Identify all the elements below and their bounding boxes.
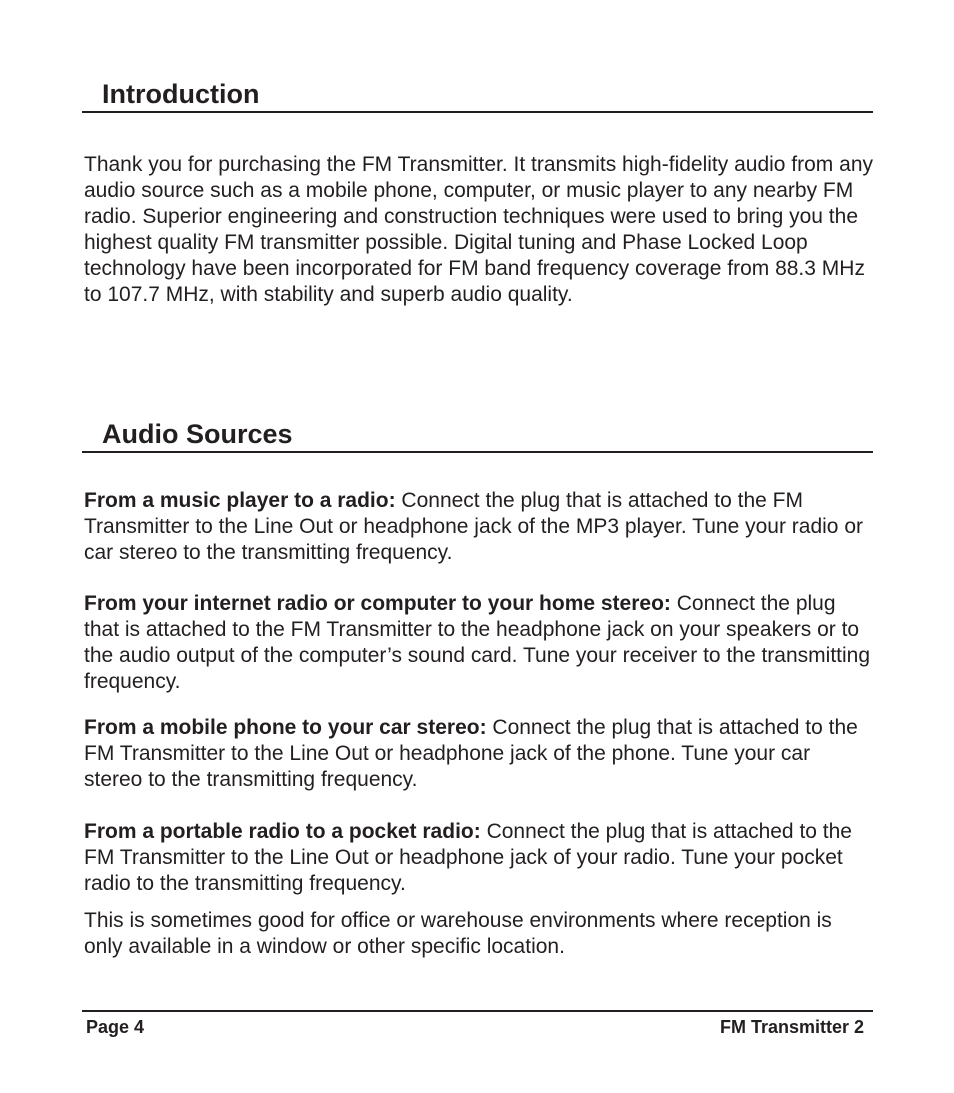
audio-source-item bbox=[84, 488, 874, 566]
audio-source-text: Connect the plug that is attached to the FM Transmitter to the Line Out or headphone jack of your radio. Tune your pocket radio to the transmitting frequency. bbox=[84, 820, 852, 895]
audio-source-label: From your internet radio or computer to your home stereo: bbox=[84, 592, 671, 615]
audio-source-text: Connect the plug that is attached to the FM Transmitter to the headphone jack on your speakers or to the audio output of the computer’s sound card. Tune your receiver to the transmitting frequency. bbox=[84, 592, 871, 693]
audio-sources-rule bbox=[82, 451, 873, 453]
audio-sources-note: This is sometimes good for office or warehouse environments where reception is only available in a window or other specific location. bbox=[84, 909, 832, 958]
audio-source-text: Connect the plug that is attached to the FM Transmitter to the Line Out or headphone jack of the MP3 player. Tune your radio or car stereo to the transmitting frequency. bbox=[84, 489, 863, 564]
footer-rule bbox=[82, 1010, 873, 1012]
audio-sources-heading: Audio Sources bbox=[102, 419, 293, 449]
audio-source-item bbox=[84, 591, 874, 695]
audio-source-label: From a portable radio to a pocket radio: bbox=[84, 820, 481, 843]
footer-title: FM Transmitter 2 bbox=[719, 1017, 864, 1037]
audio-source-label: From a music player to a radio: bbox=[84, 489, 396, 512]
page-number: Page 4 bbox=[86, 1017, 145, 1037]
audio-source-item bbox=[84, 819, 874, 897]
audio-source-item bbox=[84, 715, 874, 793]
introduction-paragraph: Thank you for purchasing the FM Transmitter. It transmits high-fidelity audio from any audio source such as a mobile phone, computer, or music player to any nearby FM radio. Superior engineering and construction techniques were used to bring you the highest quality FM transmitter possible. Digital tuning and Phase Locked Loop technology have been incorporated for FM band frequency coverage from 88.3 MHz to 107.7 MHz, with stability and superb audio quality. bbox=[84, 153, 873, 306]
introduction-heading: Introduction bbox=[102, 79, 260, 109]
audio-source-label: From a mobile phone to your car stereo: bbox=[84, 716, 487, 739]
introduction-rule bbox=[82, 111, 873, 113]
audio-source-text: Connect the plug that is attached to the FM Transmitter to the Line Out or headphone jack of the phone. Tune your car stereo to the transmitting frequency. bbox=[84, 716, 858, 791]
